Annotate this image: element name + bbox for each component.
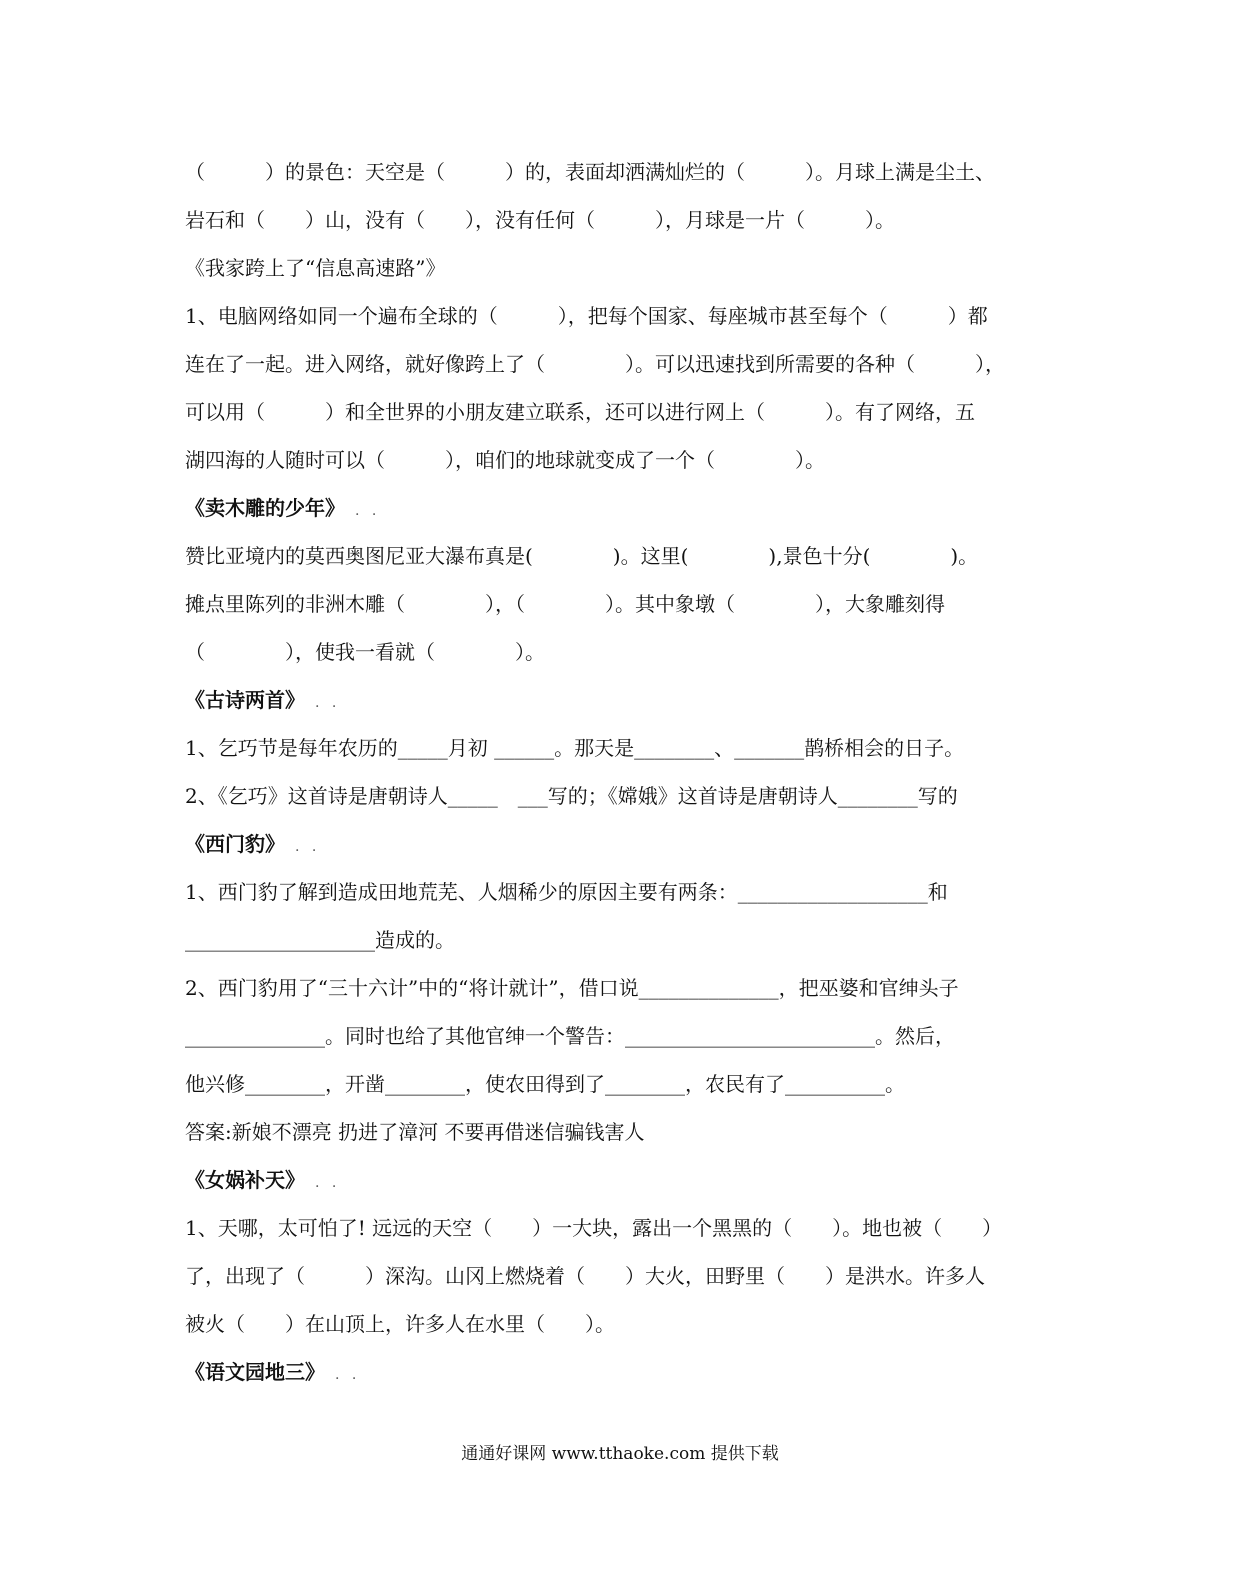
text-line: ______________。同时也给了其他官绅一个警告：_________________________。然后， — [185, 1024, 955, 1048]
text-line: 1、天哪，太可怕了! 远远的天空（ ）一大块，露出一个黑黑的（ ）。地也被（ ） — [185, 1216, 1003, 1240]
text-line: 可以用（ ）和全世界的小朋友建立联系，还可以进行网上（ ）。有了网络，五 — [185, 400, 975, 424]
text-line: 2、《乞巧》这首诗是唐朝诗人_____ ___写的；《嫦娥》这首诗是唐朝诗人________写的 — [185, 784, 958, 808]
text-line: 赞比亚境内的莫西奥图尼亚大瀑布真是( )。这里( ),景色十分( )。 — [185, 544, 979, 568]
text-line: 岩石和（ ）山，没有（ ），没有任何（ ），月球是一片（ ）。 — [185, 208, 895, 232]
text-line: ___________________造成的。 — [185, 928, 455, 952]
section-heading: 《语文园地三》 . . — [185, 1360, 361, 1384]
text-line: 1、西门豹了解到造成田地荒芜、人烟稀少的原因主要有两条：___________________和 — [185, 880, 948, 904]
text-line: 连在了一起。进入网络，就好像跨上了（ ）。可以迅速找到所需要的各种（ ）， — [185, 352, 1005, 376]
text-line: 1、电脑网络如同一个遍布全球的（ ），把每个国家、每座城市甚至每个（ ）都 — [185, 304, 988, 328]
section-heading: 《西门豹》 . . — [185, 832, 321, 856]
answer-line: 答案:新娘不漂亮 扔进了漳河 不要再借迷信骗钱害人 — [185, 1120, 645, 1144]
text-line: 被火（ ）在山顶上，许多人在水里（ ）。 — [185, 1312, 615, 1336]
section-heading: 《古诗两首》 . . — [185, 688, 341, 712]
text-line: 2、西门豹用了“三十六计”中的“将计就计”，借口说______________，把巫婆和官绅头子 — [185, 976, 959, 1000]
text-line: 湖四海的人随时可以（ ），咱们的地球就变成了一个（ ）。 — [185, 448, 825, 472]
text-line: （ ），使我一看就（ ）。 — [185, 640, 545, 664]
text-line: （ ）的景色：天空是（ ）的，表面却洒满灿烂的（ ）。月球上满是尘土、 — [185, 160, 995, 184]
text-line: 1、乞巧节是每年农历的_____月初 ______。那天是________、_______鹊桥相会的日子。 — [185, 736, 965, 760]
text-line: 他兴修________，开凿________，使农田得到了________，农民有了__________。 — [185, 1072, 905, 1096]
page-footer: 通通好课网 www.tthaoke.com 提供下载 — [461, 1444, 779, 1464]
section-title: 《我家跨上了“信息高速路”》 — [185, 256, 446, 280]
text-line: 摊点里陈列的非洲木雕（ ），（ ）。其中象墩（ ），大象雕刻得 — [185, 592, 945, 616]
section-heading: 《卖木雕的少年》 . . — [185, 496, 381, 520]
text-line: 了，出现了（ ）深沟。山冈上燃烧着（ ）大火，田野里（ ）是洪水。许多人 — [185, 1264, 985, 1288]
section-heading: 《女娲补天》 . . — [185, 1168, 341, 1192]
